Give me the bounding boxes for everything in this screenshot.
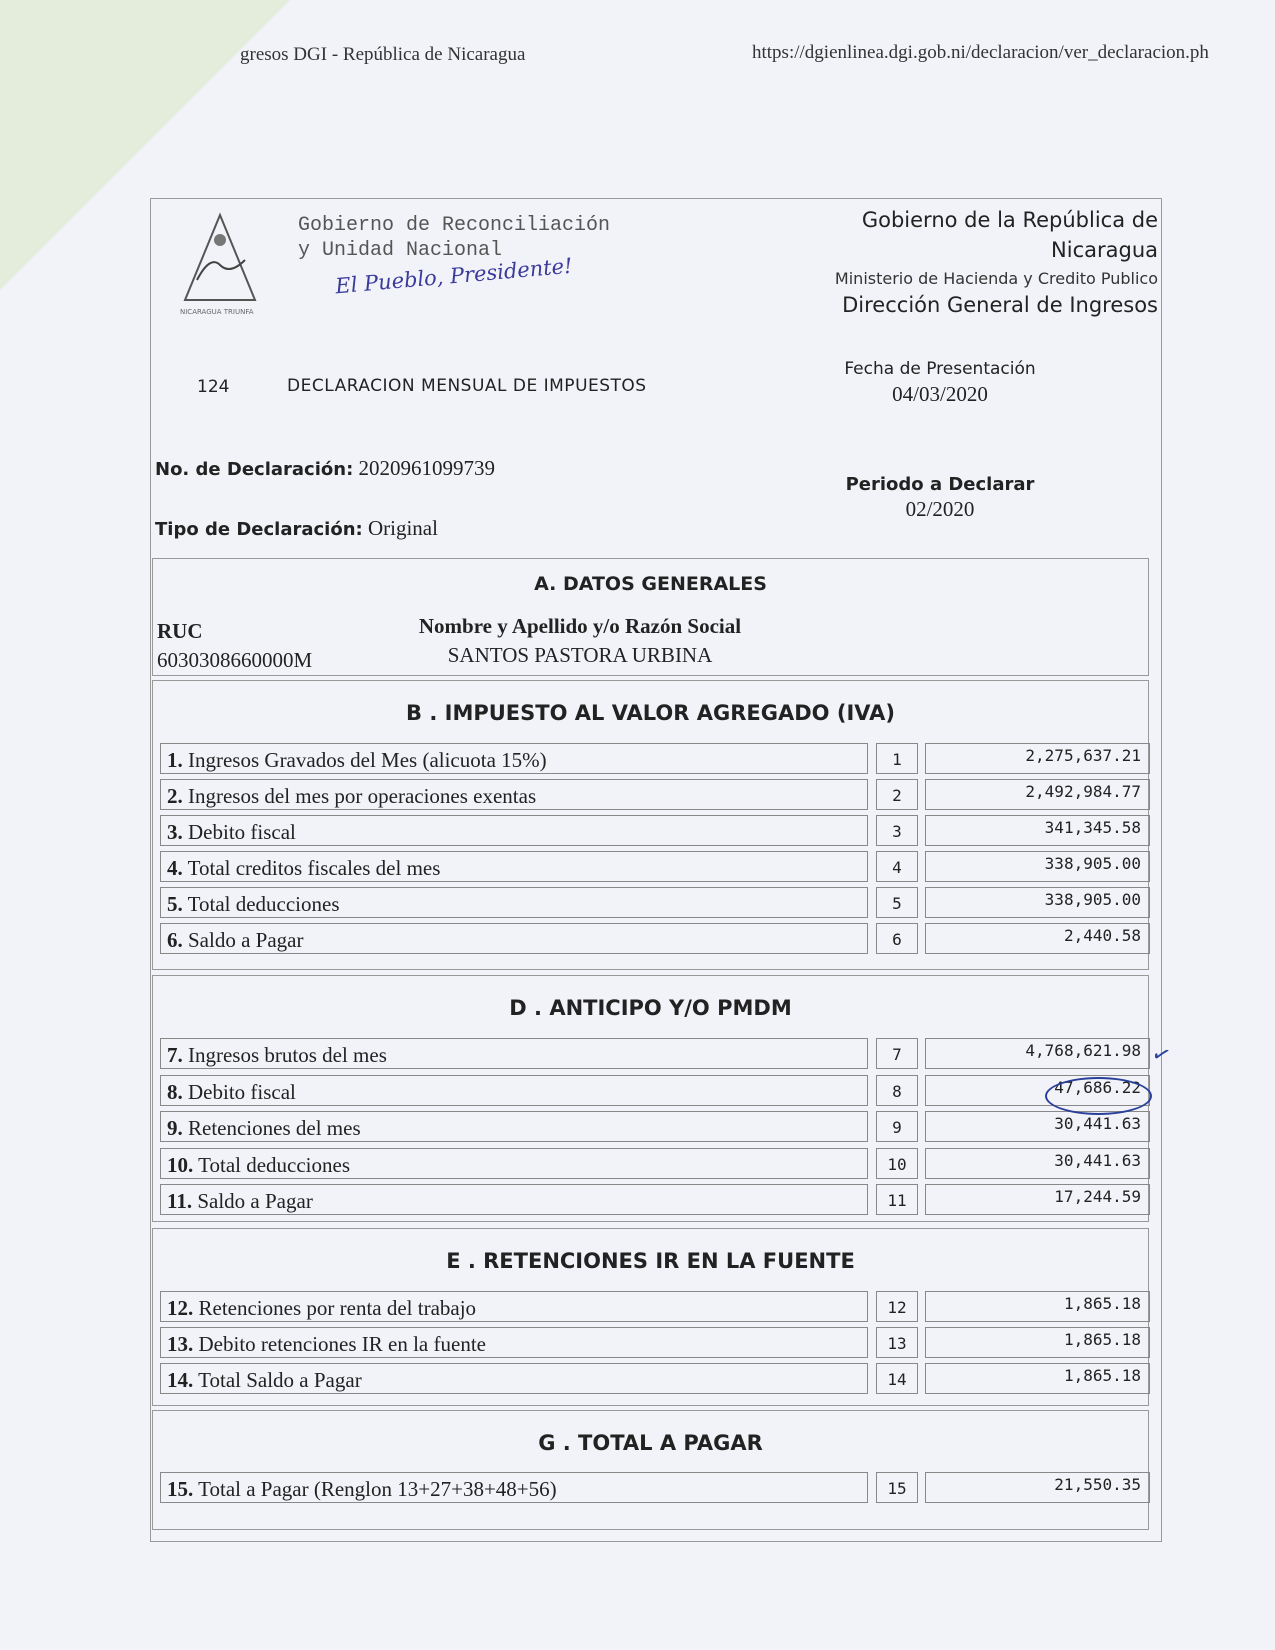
row-label [160, 1291, 868, 1322]
table-row [160, 923, 1150, 956]
table-row [160, 1291, 1150, 1324]
periodo-value: 02/2020 [905, 497, 975, 521]
declaration-type-label: Tipo de Declaración: [155, 519, 363, 540]
government-logo-icon [175, 210, 265, 320]
section-g-title: G . TOTAL A PAGAR [538, 1431, 763, 1455]
row-line-number: 2 [876, 779, 918, 810]
browser-url[interactable]: https://dgienlinea.dgi.gob.ni/declaracion/ver_declaracion.ph [752, 42, 1209, 63]
row-line-number: 8 [876, 1075, 918, 1106]
table-row [160, 1363, 1150, 1396]
row-value: 2,492,984.77 [925, 779, 1150, 810]
directorate-name: Dirección General de Ingresos [842, 293, 1158, 317]
gov-slogan-line2: y Unidad Nacional [298, 239, 503, 262]
row-label-text: Ingresos Gravados del Mes (alicuota 15%) [182, 748, 547, 772]
row-index: 12. [167, 1296, 194, 1320]
row-value: 47,686.22 [925, 1075, 1150, 1106]
row-label-text: Ingresos del mes por operaciones exentas [182, 784, 537, 808]
row-label-text: Total a Pagar (Renglon 13+27+38+48+56) [193, 1477, 557, 1501]
section-b-title: B . IMPUESTO AL VALOR AGREGADO (IVA) [406, 701, 895, 725]
row-line-number: 13 [876, 1327, 918, 1358]
declaration-type-value: Original [367, 516, 438, 540]
row-value: 1,865.18 [925, 1291, 1150, 1322]
fecha-value: 04/03/2020 [892, 382, 988, 406]
row-index: 13. [167, 1332, 194, 1356]
row-label [160, 887, 868, 918]
declaration-number-label: No. de Declaración: [155, 459, 354, 480]
handwritten-slogan: El Pueblo, Presidente! [334, 253, 574, 299]
row-line-number: 6 [876, 923, 918, 954]
table-row [160, 887, 1150, 920]
row-label [160, 815, 868, 846]
row-value: 30,441.63 [925, 1111, 1150, 1142]
periodo-label: Periodo a Declarar [845, 474, 1035, 495]
row-label [160, 851, 868, 882]
row-value: 30,441.63 [925, 1148, 1150, 1179]
row-label [160, 1184, 868, 1215]
row-label [160, 1148, 868, 1179]
row-label [160, 1075, 868, 1106]
row-index: 14. [167, 1368, 194, 1392]
row-value: 338,905.00 [925, 887, 1150, 918]
row-line-number: 12 [876, 1291, 918, 1322]
table-row [160, 779, 1150, 812]
row-label [160, 1038, 868, 1069]
row-label-text: Debito retenciones IR en la fuente [193, 1332, 486, 1356]
ruc-label: RUC [157, 619, 203, 643]
row-line-number: 4 [876, 851, 918, 882]
row-value: 2,440.58 [925, 923, 1150, 954]
row-line-number: 3 [876, 815, 918, 846]
section-a-title: A. DATOS GENERALES [534, 573, 767, 595]
handwritten-check-mark-icon: ✓ [1148, 1039, 1175, 1070]
gov-slogan-line1: Gobierno de Reconciliación [298, 214, 611, 237]
row-index: 10. [167, 1152, 194, 1177]
row-label-text: Total deducciones [193, 1152, 351, 1177]
row-label-text: Total Saldo a Pagar [193, 1368, 362, 1392]
row-value: 341,345.58 [925, 815, 1150, 846]
nombre-label: Nombre y Apellido y/o Razón Social [418, 614, 742, 638]
row-label-text: Total deducciones [182, 892, 340, 916]
table-row [160, 1327, 1150, 1360]
table-row [160, 815, 1150, 848]
gov-right-line2: Nicaragua [1051, 238, 1158, 262]
declaration-type [155, 516, 438, 541]
gov-right-title [862, 205, 1158, 265]
declaration-number [155, 456, 495, 481]
row-index: 3. [167, 820, 183, 844]
row-line-number: 9 [876, 1111, 918, 1142]
gov-right-line1: Gobierno de la República de [861, 208, 1158, 232]
row-line-number: 14 [876, 1363, 918, 1394]
table-row [160, 1184, 1150, 1217]
row-index: 8. [167, 1079, 183, 1104]
row-value: 21,550.35 [925, 1472, 1150, 1503]
row-label [160, 1111, 868, 1142]
section-d-title: D . ANTICIPO Y/O PMDM [509, 996, 792, 1020]
row-label [160, 1327, 868, 1358]
row-index: 7. [167, 1043, 183, 1067]
row-value: 4,768,621.98 [925, 1038, 1150, 1069]
row-value: 17,244.59 [925, 1184, 1150, 1215]
row-index: 4. [167, 856, 183, 880]
svg-text:NICARAGUA TRIUNFA: NICARAGUA TRIUNFA [180, 308, 254, 316]
form-number: 124 [197, 377, 230, 397]
row-line-number: 7 [876, 1038, 918, 1069]
row-line-number: 10 [876, 1148, 918, 1179]
row-value: 1,865.18 [925, 1327, 1150, 1358]
table-row [160, 1038, 1150, 1071]
row-label-text: Retenciones del mes [182, 1116, 361, 1140]
row-line-number: 15 [876, 1472, 918, 1503]
row-value: 2,275,637.21 [925, 743, 1150, 774]
row-label [160, 923, 868, 954]
handwritten-circle-mark [1045, 1077, 1152, 1115]
row-index: 2. [167, 784, 183, 808]
table-row [160, 1075, 1150, 1108]
row-value: 338,905.00 [925, 851, 1150, 882]
ministry-name: Ministerio de Hacienda y Credito Publico [834, 269, 1158, 288]
row-label-text: Total creditos fiscales del mes [182, 856, 441, 880]
row-label-text: Debito fiscal [182, 820, 296, 844]
form-title: DECLARACION MENSUAL DE IMPUESTOS [287, 376, 647, 396]
ruc-value: 6030308660000M [157, 648, 313, 672]
row-line-number: 11 [876, 1184, 918, 1215]
table-row [160, 743, 1150, 776]
row-value: 1,865.18 [925, 1363, 1150, 1394]
row-label [160, 779, 868, 810]
row-label [160, 743, 868, 774]
row-label-text: Ingresos brutos del mes [182, 1043, 387, 1067]
row-label-text: Retenciones por renta del trabajo [193, 1296, 477, 1320]
row-label-text: Saldo a Pagar [192, 1189, 313, 1213]
table-row [160, 1472, 1150, 1505]
row-label [160, 1363, 868, 1394]
row-index: 6. [167, 928, 183, 952]
table-row [160, 1148, 1150, 1181]
row-index: 1. [167, 748, 183, 772]
row-index: 11. [167, 1189, 193, 1213]
table-row [160, 851, 1150, 884]
section-g-box [152, 1410, 1149, 1530]
row-line-number: 5 [876, 887, 918, 918]
row-label [160, 1472, 868, 1503]
fecha-label: Fecha de Presentación [844, 359, 1036, 379]
browser-tab-title: gresos DGI - República de Nicaragua [240, 44, 526, 65]
row-index: 9. [167, 1116, 183, 1140]
row-label-text: Debito fiscal [182, 1079, 296, 1104]
row-index: 5. [167, 892, 183, 916]
section-e-title: E . RETENCIONES IR EN LA FUENTE [446, 1249, 855, 1273]
row-index: 15. [167, 1477, 194, 1501]
row-line-number: 1 [876, 743, 918, 774]
table-row [160, 1111, 1150, 1144]
declaration-number-value: 2020961099739 [358, 456, 496, 480]
nombre-value: SANTOS PASTORA URBINA [447, 643, 713, 667]
row-label-text: Saldo a Pagar [182, 928, 304, 952]
